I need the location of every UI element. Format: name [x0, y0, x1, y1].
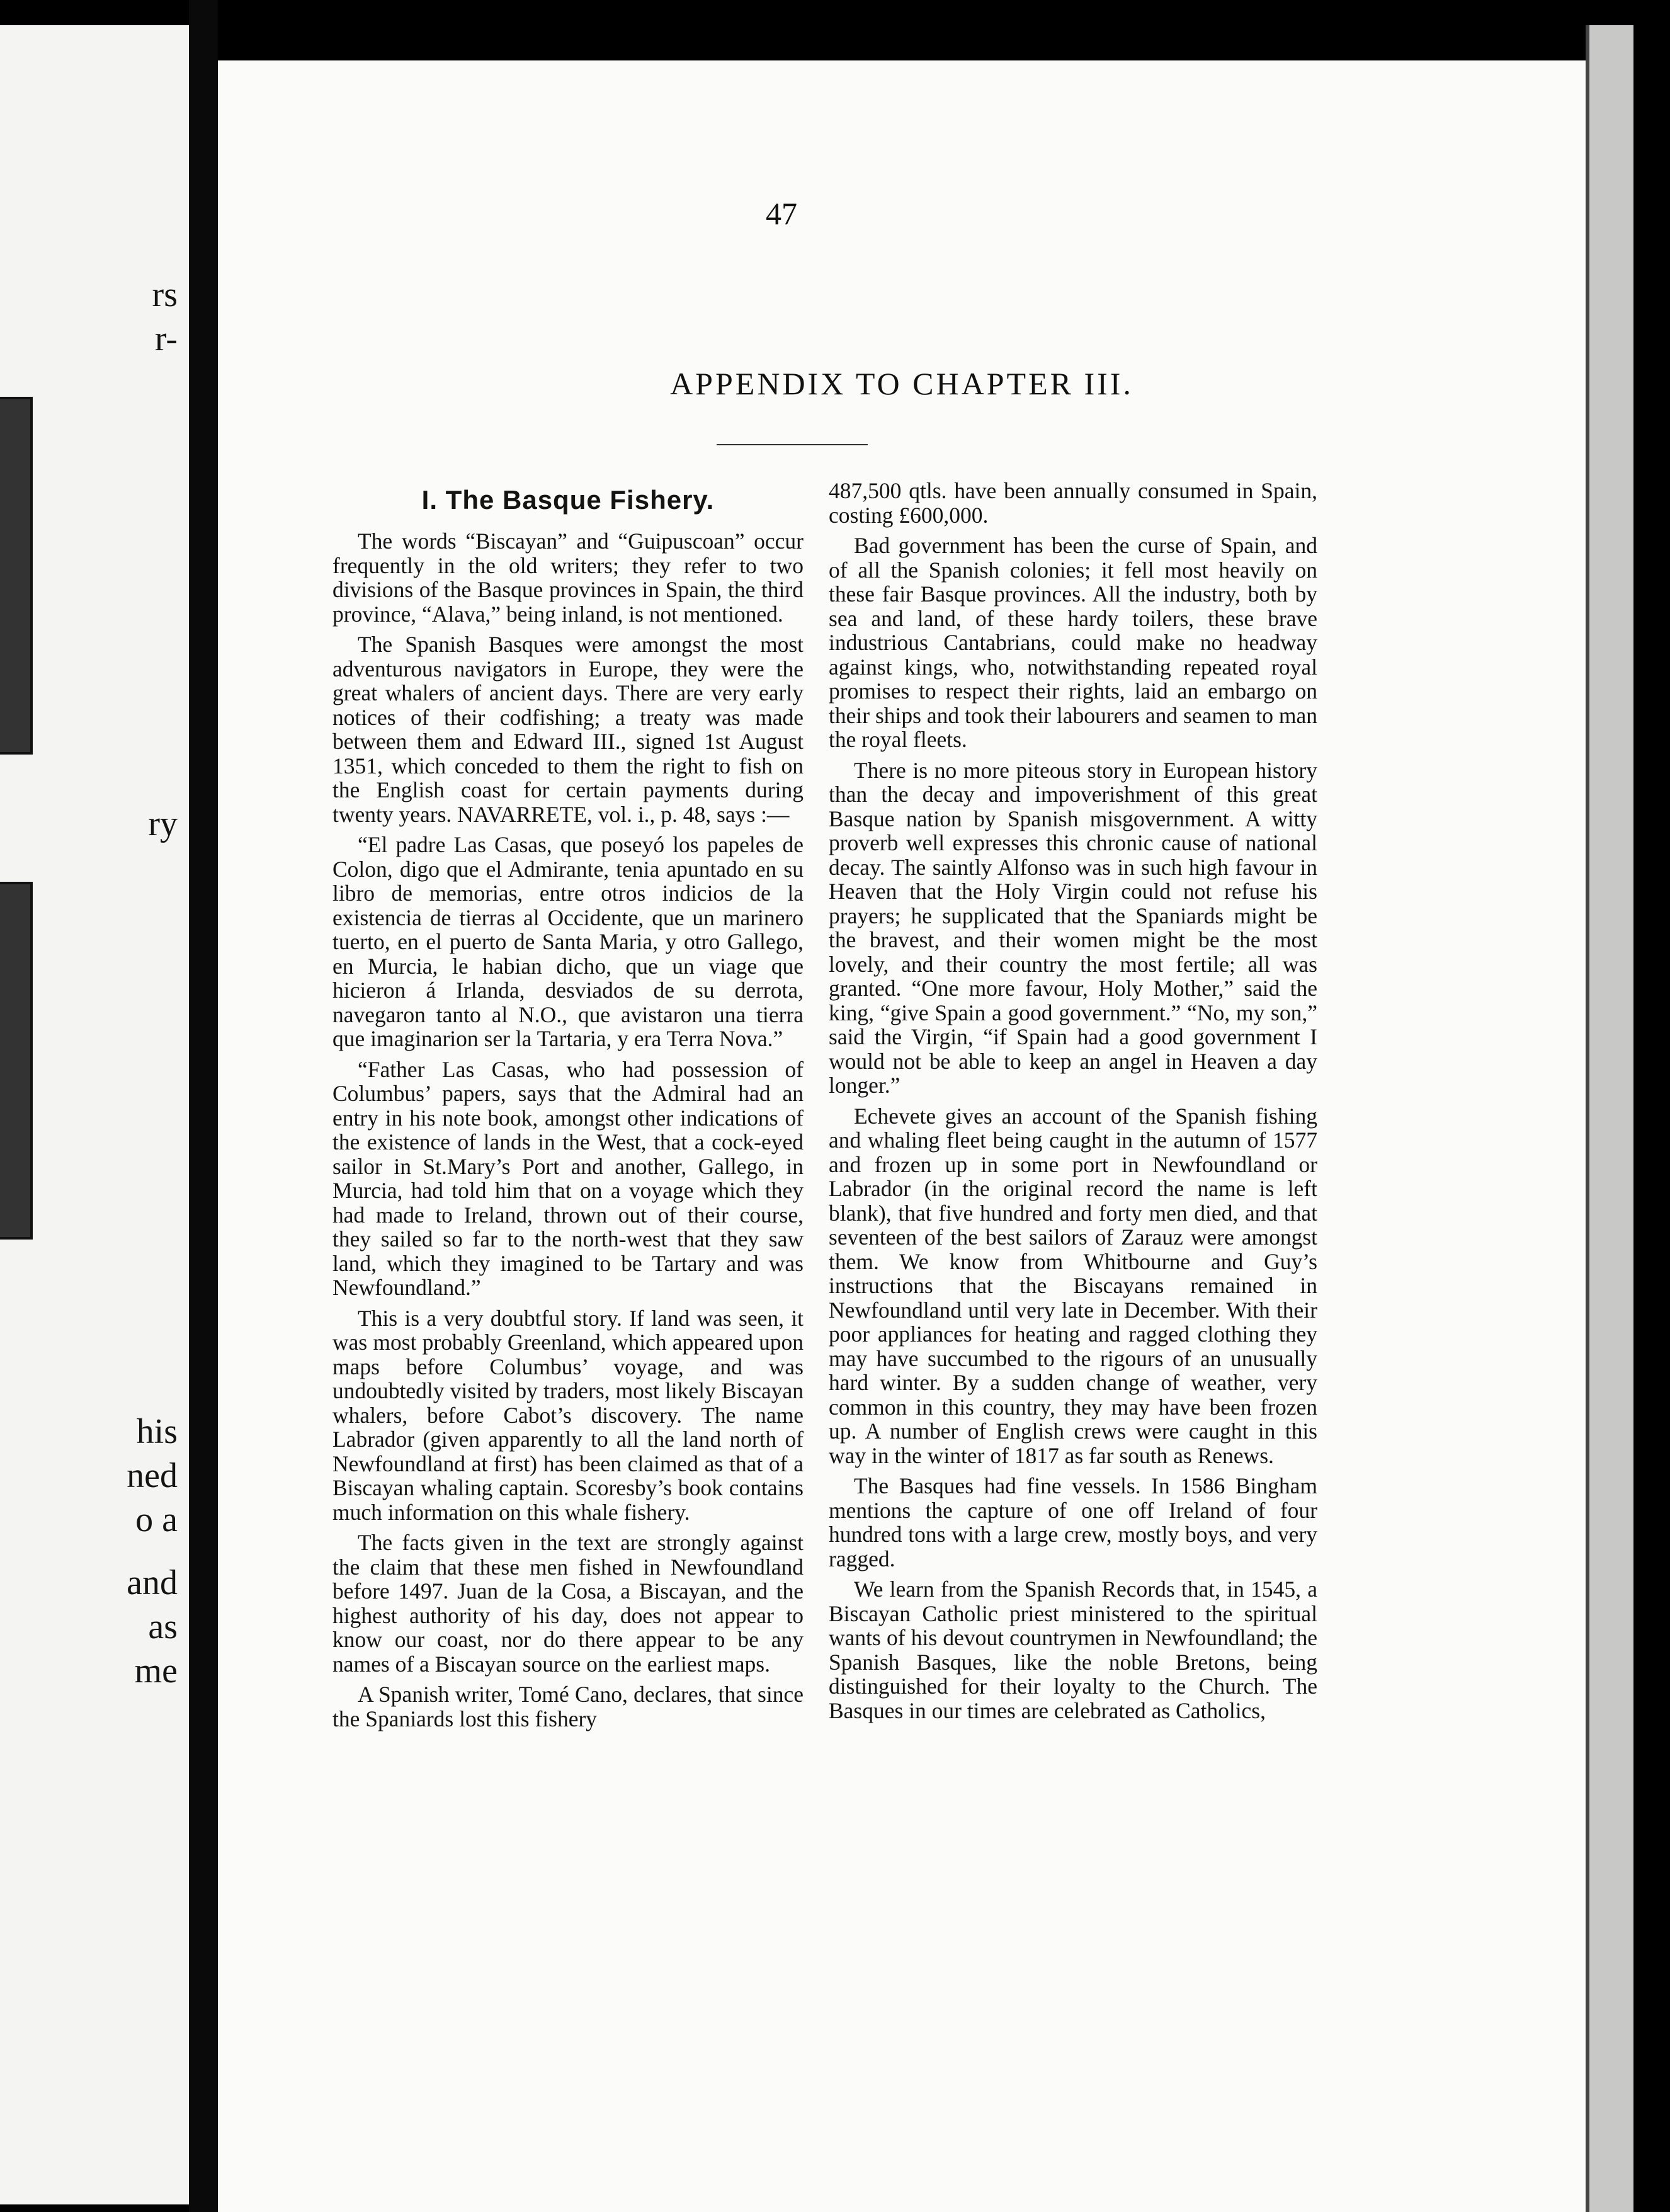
margin-fragment: ry — [148, 804, 178, 843]
paragraph: This is a very doubtful story. If land was seen, it was most probably Greenland, which appeared upon maps before Columbus’ voyage, and was undoubtedly visited by traders, most likely Biscayan whalers, before Cabot’s discovery. The name Labrador (given apparently to all the land north of Newfoundland at first) has been claimed as that of a Biscayan whaling captain. Scoresby’s book contains much information on this whale fishery. — [332, 1305, 804, 1525]
book-gutter — [189, 0, 218, 2212]
margin-fragment: and — [127, 1563, 178, 1602]
plate-image-edge — [0, 882, 33, 1240]
paragraph: The words “Biscayan” and “Guipuscoan” occur frequently in the old writers; they refer to two divisions of the Basque provinces in Spain, the third province, “Alava,” being inland, is not mentioned. — [332, 528, 804, 627]
right-text-column — [829, 479, 1317, 1729]
plate-image-edge — [0, 397, 33, 755]
page-number: 47 — [766, 196, 797, 231]
page-edge — [1586, 25, 1670, 2212]
section-heading: I. The Basque Fishery. — [421, 485, 715, 515]
page-edge-strip — [1586, 25, 1633, 2212]
margin-fragment: o a — [135, 1500, 178, 1539]
paragraph: Bad government has been the curse of Spain, and of all the Spanish colonies; it fell most heavily on these fair Basque provinces. All the industry, both by sea and land, of these hardy toilers, these brave industrious Cantabrians, could make no headway against kings, who, notwithstanding repeated royal promises to respect their rights, laid an embargo on their ships and took their labourers and seamen to man the royal fleets. — [829, 533, 1317, 752]
paragraph: “Father Las Casas, who had possession of Columbus’ papers, says that the Admiral had an entry in his note book, amongst other indications of the existence of lands in the West, that a cock-eyed sailor in St.Mary’s Port and another, Gallego, in Murcia, had told him that on a voyage which they had made to Ireland, thrown out of their course, they sailed so far to the north-west that they saw land, which they imagined to be Tartary and was Newfoundland.” — [332, 1056, 804, 1300]
previous-page-fragment — [0, 25, 193, 2204]
paragraph: Echevete gives an account of the Spanish fishing and whaling fleet being caught in the autumn of 1577 and frozen up in some port in Newfoundland or Labrador (in the original record the name is left blank), that five hundred and forty men died, and that seventeen of the best sailors of Zarauz were amongst them. We know from Whitbourne and Guy’s instructions that the Biscayans remained in Newfoundland until very late in December. With their poor appliances for heating and ragged clothing they may have succumbed to the rigours of an unusually hard winter. By a sudden change of weather, very common in this country, they may have been frozen up. A number of English crews were caught in this way in the winter of 1817 as far south as Renews. — [829, 1103, 1317, 1468]
paragraph: 487,500 qtls. have been annually consumed in Spain, costing £600,000. — [829, 478, 1317, 528]
page-title: APPENDIX TO CHAPTER III. — [670, 366, 1133, 401]
paragraph: We learn from the Spanish Records that, in 1545, a Biscayan Catholic priest ministered to the spiritual wants of his devout countrymen in Newfoundland; the Spanish Basques, like the noble Bretons, being distinguished for their loyalty to the Church. The Basques in our times are celebrated as Catholics, — [829, 1576, 1317, 1723]
paragraph: The Basques had fine vessels. In 1586 Bingham mentions the capture of one off Ireland of four hundred tons with a large crew, mostly boys, and very ragged. — [829, 1473, 1317, 1571]
paragraph: The Spanish Basques were amongst the most adventurous navigators in Europe, they were the great whalers of ancient days. There are very early notices of their codfishing; a treaty was made between them and Edward III., signed 1st August 1351, which conceded to them the right to fish on the English coast for certain payments during twenty years. NAVARRETE, vol. i., p. 48, says :— — [332, 632, 804, 827]
left-text-column — [332, 485, 804, 1737]
margin-fragment: ned — [127, 1456, 178, 1495]
paragraph: The facts given in the text are strongly against the claim that these men fished in Newfoundland before 1497. Juan de la Cosa, a Biscayan, and the highest authority of his day, does not appear to know our coast, nor do there appear to be any names of a Biscayan source on the earliest maps. — [332, 1530, 804, 1677]
margin-fragment: me — [134, 1651, 178, 1690]
margin-fragment: his — [136, 1412, 178, 1451]
margin-fragment: as — [148, 1607, 178, 1646]
paragraph: “El padre Las Casas, que poseyó los papeles de Colon, digo que el Admirante, tenia apuntado en su libro de memorias, entre otros indicios de la existencia de tierras al Occidente, que un marinero tuerto, en el puerto de Santa Maria, y otro Gallego, en Murcia, le habian dicho, que un viage que hicieron á Irlanda, desviados de su derrota, navegaron tanto al N.O., que avistaron una tierra que imaginarion ser la Tartaria, y era Terra Nova.” — [332, 832, 804, 1051]
paragraph: There is no more piteous story in European history than the decay and impoverishment of this great Basque nation by Spanish misgovernment. A witty proverb well expresses this chronic cause of national decay. The saintly Alfonso was in such high favour in Heaven that the Holy Virgin could not refuse his prayers; he supplicated that the Spaniards might be the bravest, and their women might be the most lovely, and their country the most fertile; all was granted. “One more favour, Holy Mother,” said the king, “give Spain a good government.” “No, my son,” said the Virgin, “if Spain had a good government I would not be able to keep an angel in Heaven a day longer.” — [829, 757, 1317, 1098]
title-divider — [717, 444, 868, 445]
margin-fragment: r- — [154, 319, 178, 358]
margin-fragment: rs — [152, 275, 178, 314]
paragraph: A Spanish writer, Tomé Cano, declares, that since the Spaniards lost this fishery — [332, 1682, 804, 1731]
